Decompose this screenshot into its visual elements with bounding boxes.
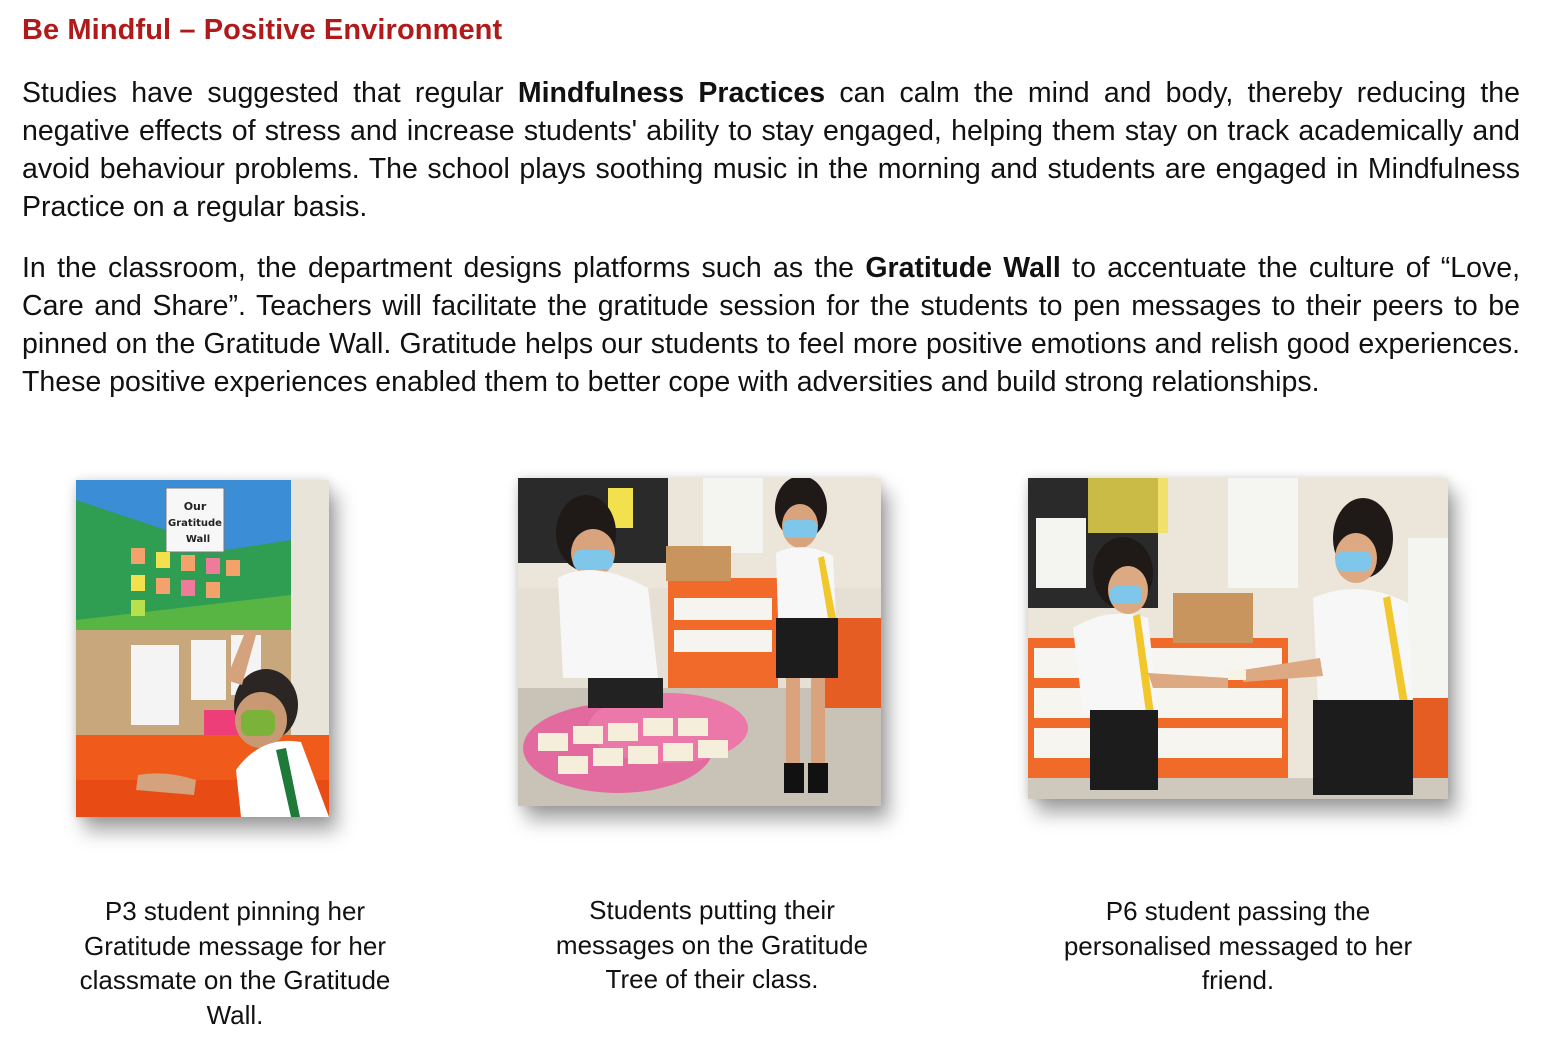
caption-gratitude-tree: Students putting their messages on the Gratitude Tree of their class. bbox=[555, 895, 869, 994]
photo-gratitude-tree bbox=[518, 478, 881, 806]
caption-gratitude-wall: P3 student pinning her Gratitude message for her classmate on the Gratitude Wall. bbox=[79, 896, 391, 1030]
paragraph-text: can calm the mind and body, thereby reducing the negative effects of stress and increase students' ability to stay engaged, helping them stay on track academically and avoid behaviour problems. The school plays soothing music in the morning and students are engaged in Mindfulness Practice on a regular basis. bbox=[22, 77, 1520, 223]
paragraph-bold-term: Mindfulness Practices bbox=[517, 77, 826, 109]
paragraph-gratitude bbox=[22, 249, 1520, 401]
caption-passing-message: P6 student passing the personalised messaged to her friend. bbox=[1063, 896, 1413, 995]
paragraph-mindfulness bbox=[22, 74, 1520, 226]
sign-text-line2: Gratitude bbox=[168, 518, 222, 529]
photo-passing-message bbox=[1028, 478, 1448, 799]
paragraph-bold-term: Gratitude Wall bbox=[865, 252, 1061, 284]
paragraph-text: to accentuate the culture of “Love, Care and Share”. Teachers will facilitate the gratitude session for the students to pen messages to their peers to be pinned on the Gratitude Wall. Gratitude helps our students to feel more positive emotions and relish good experiences. These positive experiences enabled them to better cope with adversities and build strong relationships. bbox=[22, 252, 1520, 398]
photo-gratitude-wall-illustration bbox=[76, 480, 329, 817]
sign-text-line1: Our bbox=[183, 500, 207, 513]
section-heading: Be Mindful – Positive Environment bbox=[22, 14, 503, 46]
photo-passing-message-illustration bbox=[1028, 478, 1448, 799]
paragraph-text: In the classroom, the department designs platforms such as the bbox=[22, 252, 866, 284]
photo-gratitude-wall bbox=[76, 480, 329, 817]
photo-gratitude-tree-illustration bbox=[518, 478, 881, 806]
sign-text-line3: Wall bbox=[185, 534, 211, 545]
paragraph-text: Studies have suggested that regular bbox=[22, 77, 518, 109]
